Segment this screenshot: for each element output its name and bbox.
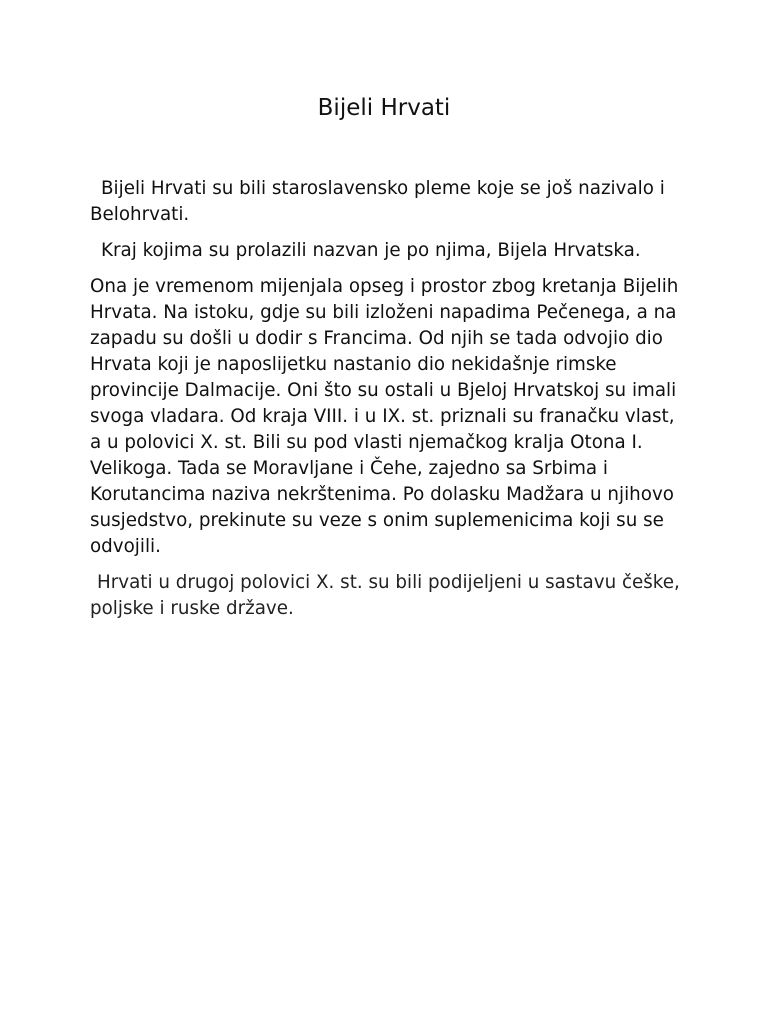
paragraph-4: Hrvati u drugoj polovici X. st. su bili podijeljeni u sastavu češke, poljske i ruske države. [90, 572, 686, 619]
paragraph-3: Ona je vremenom mijenjala opseg i prostor zbog kretanja Bijelih Hrvata. Na istoku, gdje su bili izloženi napadima Pečenega, a na zapadu su došli u dodir s Francima. Od njih se tada odvojio dio Hrvata koji je naposlijetku nastanio dio nekidašnje rimske provincije Dalmacije. Oni što su ostali u Bjeloj Hrvatskoj su imali svoga vladara. Od kraja VIII. i u IX. st. priznali su franačku vlast, a u polovici X. st. Bili su pod vlasti njemačkog kralja Otona I. Velikoga. Tada se Moravljane i Čehe, zajedno sa Srbima i Korutancima naziva nekrštenima. Po dolasku Madžara u njihovo susjedstvo, prekinute su veze s onim suplemenicima koji su se odvojili. [90, 276, 685, 557]
document-body [90, 176, 690, 632]
page-title: Bijeli Hrvati [317, 95, 451, 121]
paragraph-1: Bijeli Hrvati su bili staroslavensko pleme koje se još nazivalo i Belohrvati. [90, 178, 671, 225]
paragraph-2: Kraj kojima su prolazili nazvan je po njima, Bijela Hrvatska. [101, 240, 641, 261]
